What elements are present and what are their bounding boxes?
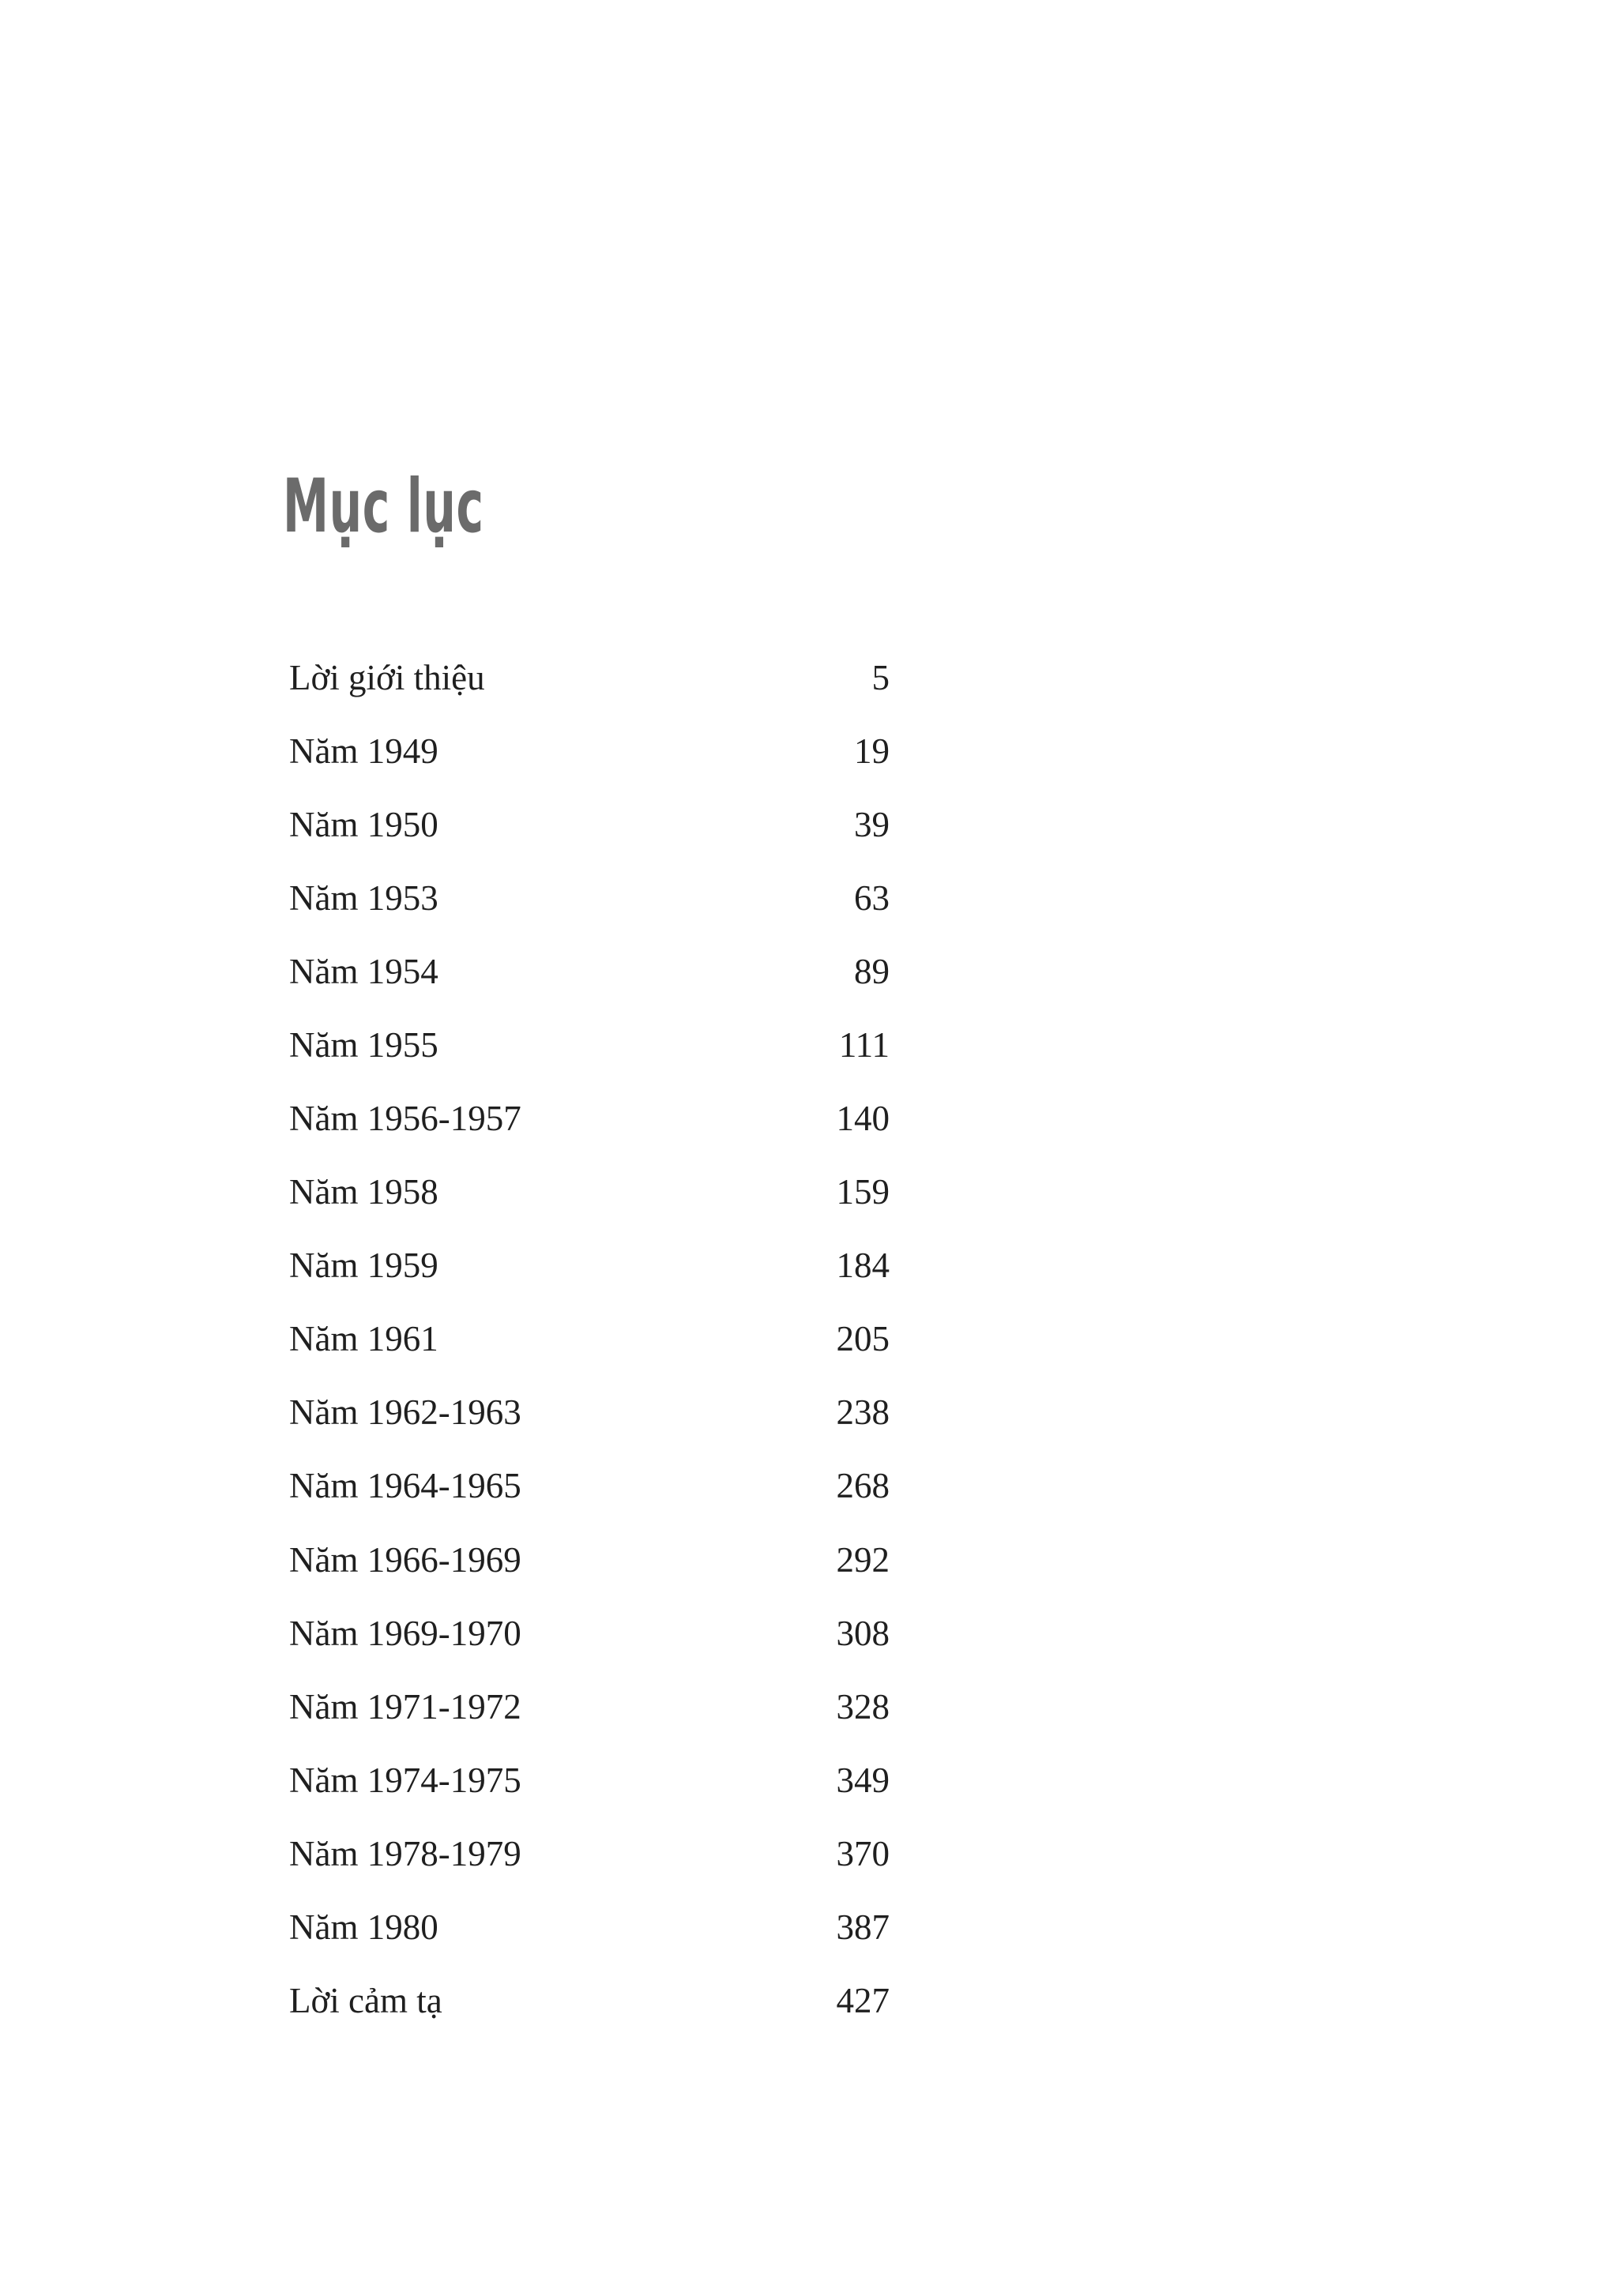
toc-entry[interactable]	[289, 1156, 890, 1229]
toc-entry-page-number: 184	[836, 1246, 890, 1286]
toc-entry-page-number: 370	[836, 1833, 890, 1873]
toc-entry-page-number: 140	[836, 1099, 890, 1139]
toc-entry-label: Năm 1971-1972	[289, 1686, 521, 1727]
toc-entry[interactable]	[289, 788, 890, 862]
toc-entry-label: Năm 1950	[289, 805, 438, 845]
toc-entry-label: Năm 1962-1963	[289, 1392, 521, 1433]
toc-entry[interactable]	[289, 935, 890, 1009]
toc-entry-page-number: 292	[836, 1539, 890, 1580]
toc-entry-page-number: 39	[854, 805, 890, 845]
toc-entry-label: Năm 1955	[289, 1025, 438, 1065]
toc-entry-label: Năm 1949	[289, 731, 438, 771]
toc-entry[interactable]	[289, 715, 890, 788]
toc-entry-label: Năm 1953	[289, 878, 438, 919]
toc-entry[interactable]	[289, 1009, 890, 1082]
toc-entry-page-number: 349	[836, 1760, 890, 1800]
toc-entry-page-number: 387	[836, 1907, 890, 1947]
table-of-contents	[289, 641, 890, 2038]
toc-entry-label: Lời giới thiệu	[289, 658, 485, 697]
toc-entry[interactable]	[289, 862, 890, 935]
toc-entry-page-number: 427	[836, 1980, 890, 2020]
toc-entry-label: Năm 1974-1975	[289, 1760, 521, 1800]
page-title: Mục lục	[283, 464, 484, 550]
toc-entry-label: Năm 1980	[289, 1907, 438, 1947]
toc-entry-label: Năm 1964-1965	[289, 1466, 521, 1506]
toc-entry-label: Năm 1954	[289, 952, 438, 992]
toc-entry-label: Năm 1958	[289, 1172, 438, 1212]
toc-entry-label: Lời cảm tạ	[289, 1980, 442, 2020]
toc-entry[interactable]	[289, 1524, 890, 1597]
toc-entry-page-number: 328	[836, 1686, 890, 1727]
toc-entry[interactable]	[289, 641, 890, 715]
toc-entry[interactable]	[289, 1229, 890, 1302]
toc-entry-page-number: 19	[854, 731, 890, 771]
toc-entry-label: Năm 1956-1957	[289, 1099, 521, 1139]
toc-entry-label: Năm 1969-1970	[289, 1613, 521, 1653]
toc-entry[interactable]	[289, 1302, 890, 1376]
toc-entry-page-number: 159	[836, 1172, 890, 1212]
toc-entry[interactable]	[289, 1670, 890, 1744]
toc-entry-page-number: 205	[836, 1319, 890, 1359]
toc-entry-label: Năm 1966-1969	[289, 1539, 521, 1580]
toc-entry-label: Năm 1978-1979	[289, 1833, 521, 1873]
toc-entry-page-number: 308	[836, 1613, 890, 1653]
toc-entry[interactable]	[289, 1817, 890, 1891]
toc-entry-page-number: 63	[854, 878, 890, 919]
toc-entry-page-number: 238	[836, 1392, 890, 1433]
toc-entry[interactable]	[289, 1082, 890, 1156]
toc-entry-page-number: 5	[871, 658, 890, 697]
toc-entry-page-number: 89	[854, 952, 890, 992]
toc-entry[interactable]	[289, 1891, 890, 1964]
toc-entry[interactable]	[289, 1964, 890, 2038]
toc-entry[interactable]	[289, 1597, 890, 1670]
toc-entry-label: Năm 1959	[289, 1246, 438, 1286]
toc-entry[interactable]	[289, 1449, 890, 1523]
toc-entry-page-number: 268	[836, 1466, 890, 1506]
toc-entry[interactable]	[289, 1744, 890, 1817]
toc-entry[interactable]	[289, 1376, 890, 1449]
toc-entry-label: Năm 1961	[289, 1319, 438, 1359]
toc-entry-page-number: 111	[838, 1025, 890, 1065]
